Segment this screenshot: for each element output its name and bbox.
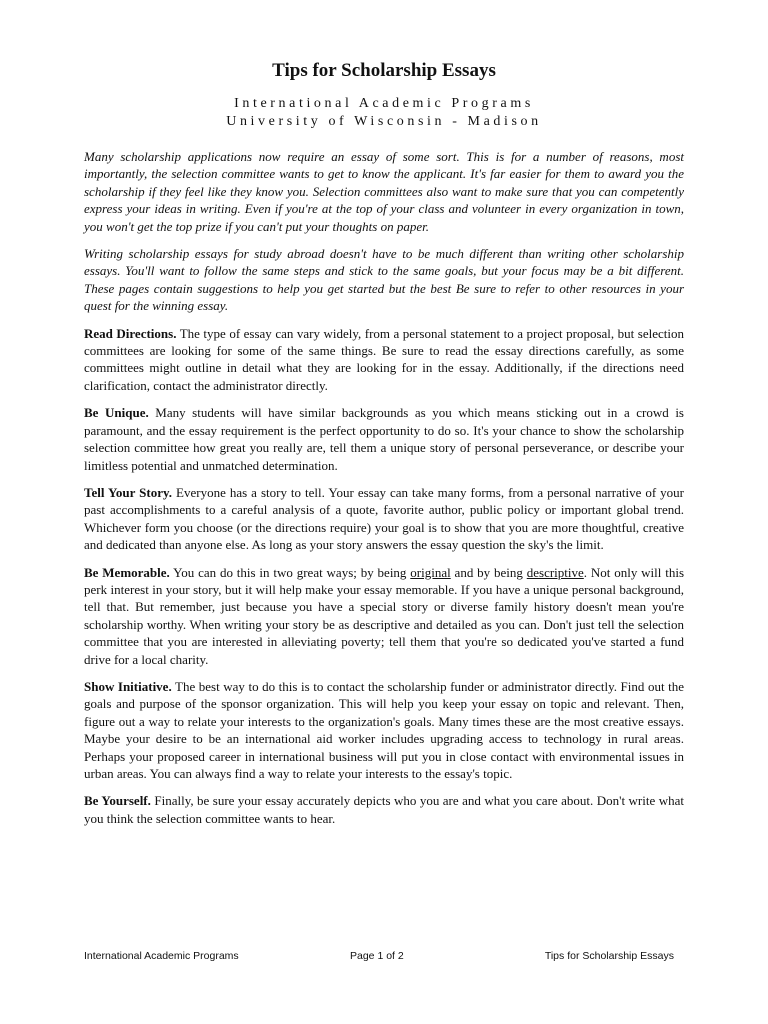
section-text: Many students will have similar backgrounds as you which means sticking out in a crowd is paramount, and the essay requirement is the perfect opportunity to do so. It's your chance to show the scholarship selection committee how great you really are, tell them a unique story of personal perseverance, or describe your limitless potential and unmatched determination. xyxy=(84,405,684,473)
section-text: Finally, be sure your essay accurately depicts who you are and what you care about. Don't write what you think the selection committee wants to hear. xyxy=(84,793,684,826)
subtitle-program: International Academic Programs xyxy=(234,96,534,111)
section-text: . Not only will this perk interest in your story, but it will help make your essay memorable. If you have a unique personal background, tell that. But remember, just because you have a special story or diverse family history doesn't mean you're scholarship worthy. When writing your story be as descriptive and detailed as you can. Don't just tell the selection committee that you are interested in alleviating poverty; tell them that you're so dedicated you've started a fund drive for a local charity. xyxy=(84,564,685,667)
section-tell-your-story xyxy=(84,484,684,554)
section-text: The type of essay can vary widely, from a personal statement to a project proposal, but selection committees are looking for some of the same things. Be sure to read the essay directions carefully, as some committees might outline in detail what they are looking for in the essay. Additionally, if the directions need clarification, contact the administrator directly. xyxy=(84,325,684,393)
document-title: Tips for Scholarship Essays xyxy=(272,60,496,81)
intro-paragraph: Writing scholarship essays for study abroad doesn't have to be much different than writing other scholarship essays. You'll want to follow the same steps and stick to the same goals, but your focus may be a bit different. These pages contain suggestions to help you get started but the best Be sure to refer to other resources in your quest for the winning essay. xyxy=(84,246,684,314)
underlined-word-original: original xyxy=(410,564,451,580)
section-heading: Read Directions. xyxy=(84,325,177,341)
section-be-yourself xyxy=(84,792,684,827)
footer-doc-title: Tips for Scholarship Essays xyxy=(544,950,674,962)
section-heading: Show Initiative. xyxy=(84,678,172,694)
section-heading: Be Memorable. xyxy=(84,564,170,580)
subtitle-university: University of Wisconsin - Madison xyxy=(226,114,542,129)
section-be-memorable xyxy=(84,564,684,668)
page-footer xyxy=(84,950,674,966)
section-text: The best way to do this is to contact the scholarship funder or administrator directly. Find out the goals and purpose of the sponsor organization. This will help you keep your essay on topic and relevant. Then, figure out a way to relate your interests to the organization's goals. Many times these are the most creative essays. Maybe your desire to be an international aid worker includes upgrading access to technology in rural areas. Perhaps your proposed career in international business will put you in close contact with environmental issues in urban areas. You can always find a way to relate your interests to the essay's topic. xyxy=(84,678,684,781)
section-heading: Tell Your Story. xyxy=(84,484,173,500)
section-be-unique xyxy=(84,404,684,474)
document-body xyxy=(84,148,684,837)
section-text: Everyone has a story to tell. Your essay can take many forms, from a personal narrative of your past accomplishments to a careful analysis of a quote, favorite author, public policy or important global trend. Whichever form you choose (or the directions require) your goal is to show that you are more thoughtful, creative and dedicated than anyone else. As long as your story answers the essay question the sky's the limit. xyxy=(84,484,684,553)
underlined-word-descriptive: descriptive xyxy=(526,564,584,580)
section-show-initiative xyxy=(84,678,684,782)
footer-program: International Academic Programs xyxy=(84,950,239,962)
section-read-directions xyxy=(84,325,684,395)
section-text: You can do this in two great ways; by being xyxy=(169,564,411,580)
section-heading: Be Yourself. xyxy=(84,793,151,809)
intro-paragraph: Many scholarship applications now require an essay of some sort. This is for a number of reasons, most importantly, the selection committee wants to get to know the applicant. It's far easier for them to award you the scholarship if they feel like they know you. Selection committees also want to make sure that you can competently express your ideas in writing. Even if you're at the top of your class and volunteer in every organization in town, you won't get the top prize if you can't put your thoughts on paper. xyxy=(84,149,684,234)
section-heading: Be Unique. xyxy=(84,405,149,421)
section-text: and by being xyxy=(450,564,527,580)
footer-page-number: Page 1 of 2 xyxy=(350,950,404,962)
